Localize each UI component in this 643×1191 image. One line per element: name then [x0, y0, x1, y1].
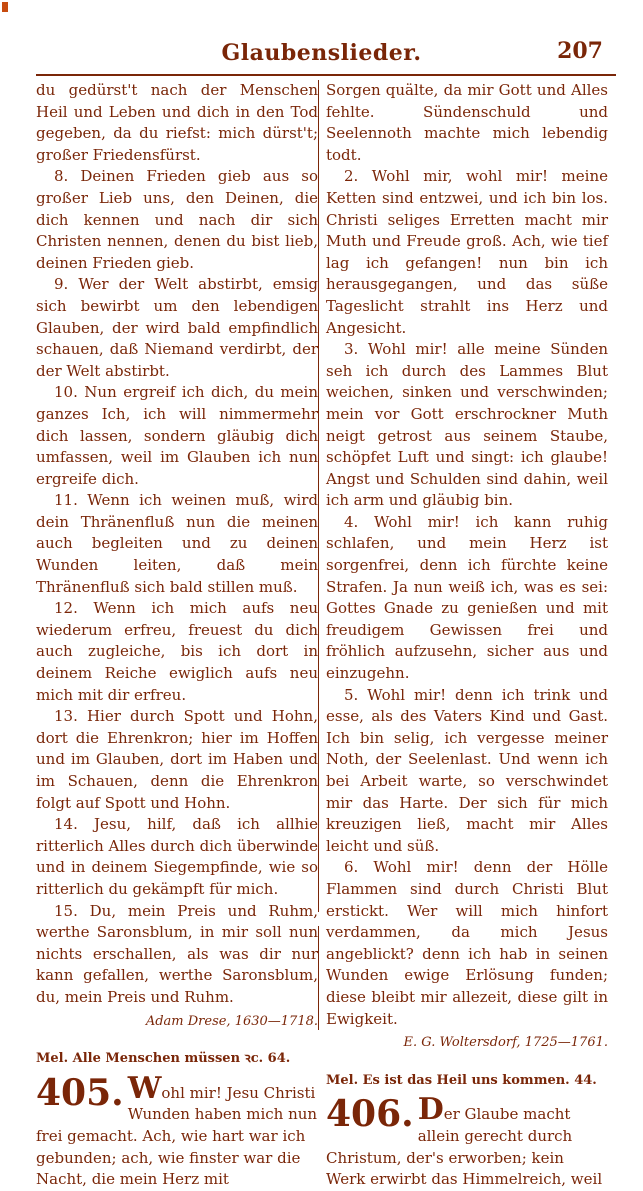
hymn-number: 406. [326, 1093, 414, 1136]
right-column [326, 80, 608, 1191]
hymn-number: 405. [36, 1071, 124, 1114]
verse: 11. Wenn ich weinen muß, wird dein Thränenfluß nun die meinen auch begleiten und zu deinen Wunden leiten, daß mein Thränenfluß sich bald stillen muß. [36, 491, 318, 596]
header-rule [36, 74, 616, 76]
verse: 4. Wohl mir! ich kann ruhig schlafen, und mein Herz ist sorgenfrei, denn ich fürchte keine Strafen. Ja nun weiß ich, was es sei: Gottes Gnade zu genießen und mit freudigem Gewissen frei und fröhlich aufzusehn, sicher aus und einzugehn. [326, 512, 608, 683]
verse: 3. Wohl mir! alle meine Sünden seh ich durch des Lammes Blut weichen, sinken und verschwinden; mein vor Gott erschrockner Muth neigt getrost aus seinem Staube, schöpfet Luft und singt: ich glaube! Angst und Schulden sind dahin, weil ich arm und gläubig bin. [326, 340, 608, 510]
column-divider [318, 80, 319, 912]
verse: 2. Wohl mir, wohl mir! meine Ketten sind entzwei, und ich bin los. Christi seliges Erretten macht mir Muth und Freude groß. Ach, wie tief lag ich gefangen! nun bin ich herausgegangen, und das süße Tageslicht strahlt ins Herz und Angesicht. [326, 167, 608, 337]
verse: 15. Du, mein Preis und Ruhm, werthe Saronsblum, in mir soll nun nichts erschallen, als was dir nur kann gefallen, werthe Saronsblum, du, mein Preis und Ruhm. [36, 901, 318, 1006]
verse: 5. Wohl mir! denn ich trink und esse, als des Vaters Kind und Gast. Ich bin selig, ich vergesse meiner Noth, der Seelenlast. Und wenn ich bei Arbeit warte, so verschwindet mir das Harte. Der sich für mich kreuzigen ließ, macht mir Alles leicht und süß. [326, 685, 608, 855]
melody-line: Mel. Alle Menschen müssen ꝛc. 64. [36, 1051, 291, 1067]
verse: 6. Wohl mir! denn der Hölle Flammen sind durch Christi Blut erstickt. Wer will mich hinfort verdammen, da mich Jesus angeblickt? denn ich hab in seinen Wunden ewige Erlösung funden; diese bleibt mir allezeit, diese gilt in Ewigkeit. [326, 858, 608, 1028]
verse: 8. Deinen Frieden gieb aus so großer Lieb uns, den Deinen, die dich kennen und nach dir sich Christen nennen, denen du bist lieb, deinen Frieden gieb. [36, 167, 318, 272]
verse: 9. Wer der Welt abstirbt, emsig sich bewirbt um den lebendigen Glauben, der wird bald empfindlich schauen, daß Niemand verdirbt, der der Welt abstirbt. [36, 275, 318, 380]
page-number: 207 [557, 38, 603, 64]
hymn-start [326, 1092, 608, 1190]
author-attribution: Adam Drese, 1630—1718. [145, 1013, 318, 1029]
hymn-text: er Glaube macht allein gerecht durch Christum, der's erworben; kein Werk erwirbt das Himmelreich, weil [326, 1105, 603, 1189]
drop-cap: W [127, 1070, 162, 1106]
left-column [36, 80, 318, 1191]
verse-continuation: du gedürst't nach der Menschen Heil und Leben und dich in den Tod gegeben, da du riefst: mich dürst't; großer Friedensfürst. [36, 81, 318, 164]
drop-cap: D [417, 1092, 444, 1128]
hymn-text: ohl mir! Jesu Christi Wunden haben mich nun frei gemacht. Ach, wie hart war ich gebunden; ach, wie finster war die Nacht, die mein Herz mit [36, 1083, 318, 1189]
column-divider-lower [318, 926, 319, 1030]
verse: 10. Nun ergreif ich dich, du mein ganzes Ich, ich will nimmermehr dich lassen, sondern gläubig dich umfassen, weil im Glauben ich nun ergreife dich. [36, 383, 318, 488]
page-title: Glaubenslieder. [221, 40, 422, 66]
verse: 14. Jesu, hilf, daß ich allhie ritterlich Alles durch dich überwinde und in deinem Siegempfinde, wie so ritterlich du gekämpft für mich. [36, 815, 318, 898]
author-attribution: E. G. Woltersdorf, 1725—1761. [403, 1035, 608, 1051]
melody-line: Mel. Es ist das Heil uns kommen. 44. [326, 1072, 597, 1088]
verse-continuation: Sorgen quälte, da mir Gott und Alles fehlte. Sündenschuld und Seelennoth machte mich lebendig todt. [326, 81, 608, 164]
hymn-start [36, 1070, 318, 1191]
ornament-mark [2, 2, 8, 12]
verse: 13. Hier durch Spott und Hohn, dort die Ehrenkron; hier im Hoffen und im Glauben, dort im Haben und im Schauen, denn die Ehrenkron folgt auf Spott und Hohn. [36, 707, 318, 812]
verse: 12. Wenn ich mich aufs neu wiederum erfreu, freuest du dich auch zugleiche, bis ich dort in deinem Reiche ewiglich aufs neu mich mit dir erfreu. [36, 599, 318, 704]
